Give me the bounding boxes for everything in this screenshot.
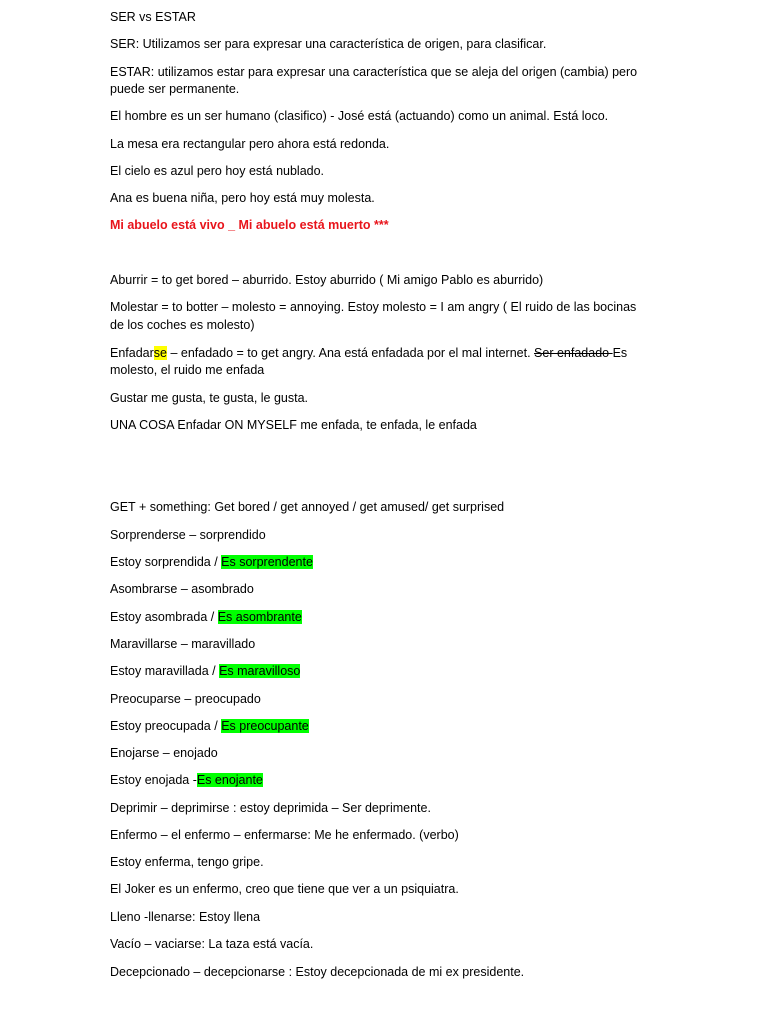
get-line: GET + something: Get bored / get annoyed / get amused/ get surprised	[110, 500, 505, 514]
vocab-line: Preocuparse – preocupado	[110, 692, 261, 706]
aburrir-line: Aburrir = to get bored – aburrido. Estoy aburrido ( Mi amigo Pablo es aburrido)	[110, 273, 544, 287]
vocab-line: Asombrarse – asombrado	[110, 582, 254, 596]
vocab-line	[110, 717, 670, 735]
vocab-line: Lleno -llenarse: Estoy llena	[110, 910, 261, 924]
enfadar-text: Es	[612, 346, 628, 360]
yellow-highlight: se	[153, 346, 167, 360]
vocab-line: El Joker es un enfermo, creo que tiene que ver a un psiquiatra.	[110, 882, 459, 896]
gustar-line: Gustar me gusta, te gusta, le gusta.	[110, 391, 309, 405]
vocab-text: Estoy enojada -	[110, 773, 197, 787]
green-highlight: Es sorprendente	[221, 555, 313, 569]
vocab-line: Enojarse – enojado	[110, 746, 218, 760]
vocab-text: Estoy sorprendida /	[110, 555, 222, 569]
doc-title: SER vs ESTAR	[110, 10, 196, 24]
estar-definition-line2: puede ser permanente.	[110, 82, 240, 96]
struck-text: Ser enfadado	[534, 346, 613, 360]
vocab-line: Estoy enferma, tengo gripe.	[110, 855, 264, 869]
estar-definition-line1: ESTAR: utilizamos estar para expresar una característica que se aleja del origen (cambia) pero	[110, 65, 638, 79]
enfadar-line1	[110, 344, 670, 362]
vocab-line: Deprimir – deprimirse : estoy deprimida – Ser deprimente.	[110, 801, 431, 815]
green-highlight: Es enojante	[196, 773, 263, 787]
molestar-line1: Molestar = to botter – molesto = annoying. Estoy molesto = I am angry ( El ruido de las bocinas	[110, 300, 637, 314]
red-note: Mi abuelo está vivo _ Mi abuelo está muerto ***	[110, 218, 389, 232]
vocab-line	[110, 662, 670, 680]
example-line: Ana es buena niña, pero hoy está muy molesta.	[110, 191, 375, 205]
enfadar-text: – enfadado = to get angry. Ana está enfadada por el mal internet.	[166, 346, 535, 360]
green-highlight: Es asombrante	[217, 610, 302, 624]
green-highlight: Es maravilloso	[219, 664, 301, 678]
vocab-text: Estoy asombrada /	[110, 610, 218, 624]
vocab-line: Maravillarse – maravillado	[110, 637, 256, 651]
enfadar-line2: molesto, el ruido me enfada	[110, 363, 265, 377]
green-highlight: Es preocupante	[221, 719, 309, 733]
vocab-line: Sorprenderse – sorprendido	[110, 528, 266, 542]
vocab-line	[110, 771, 670, 789]
vocab-line	[110, 553, 670, 571]
ser-definition: SER: Utilizamos ser para expresar una característica de origen, para clasificar.	[110, 37, 547, 51]
vocab-line	[110, 608, 670, 626]
molestar-line2: de los coches es molesto)	[110, 318, 255, 332]
example-line: El hombre es un ser humano (clasifico) - José está (actuando) como un animal. Está loco.	[110, 109, 609, 123]
enfadar-text: Enfadar	[110, 346, 154, 360]
una-cosa-line: UNA COSA Enfadar ON MYSELF me enfada, te enfada, le enfada	[110, 418, 477, 432]
example-line: La mesa era rectangular pero ahora está redonda.	[110, 137, 390, 151]
vocab-text: Estoy maravillada /	[110, 664, 220, 678]
vocab-line: Enfermo – el enfermo – enfermarse: Me he enfermado. (verbo)	[110, 828, 459, 842]
vocab-text: Estoy preocupada /	[110, 719, 222, 733]
vocab-line: Decepcionado – decepcionarse : Estoy decepcionada de mi ex presidente.	[110, 965, 525, 979]
example-line: El cielo es azul pero hoy está nublado.	[110, 164, 325, 178]
vocab-line: Vacío – vaciarse: La taza está vacía.	[110, 937, 314, 951]
